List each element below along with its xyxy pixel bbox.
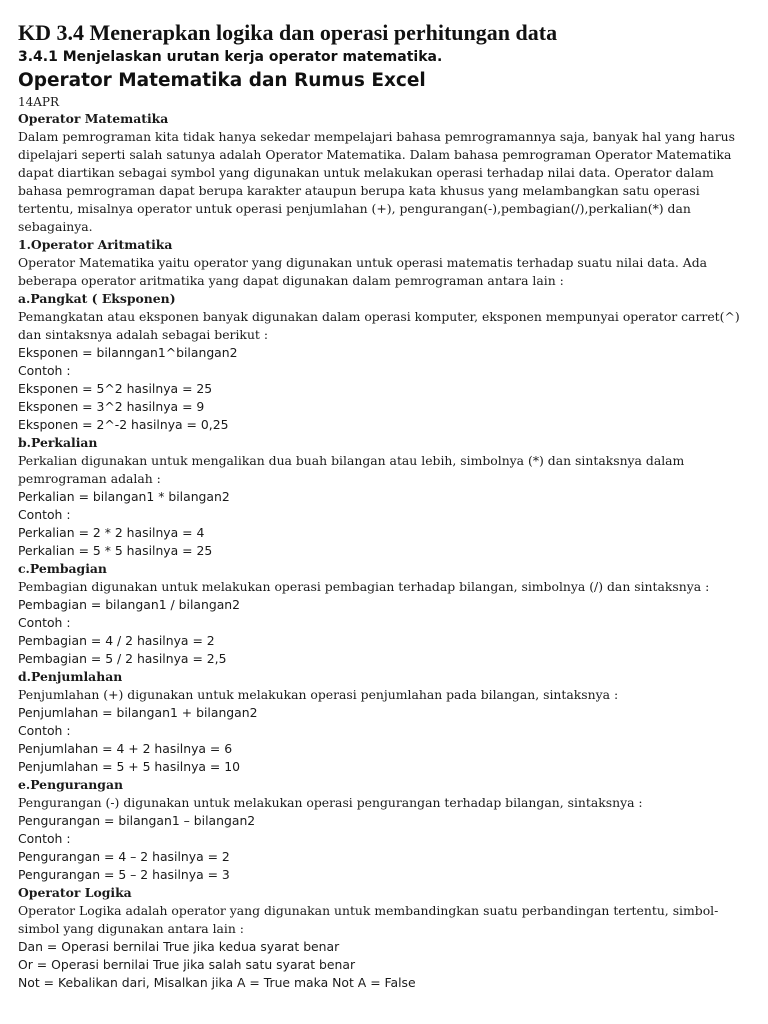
paragraph: Pembagian = 5 / 2 hasilnya = 2,5	[18, 651, 227, 666]
paragraph: Eksponen = 2^-2 hasilnya = 0,25	[18, 417, 229, 432]
paragraph: Pemangkatan atau eksponen banyak digunakan dalam operasi komputer, eksponen mempunyai operator carret(^) dan sintaksnya adalah sebagai berikut :	[18, 309, 740, 342]
paragraph: Not = Kebalikan dari, Misalkan jika A = True maka Not A = False	[18, 975, 416, 990]
paragraph: Or = Operasi bernilai True jika salah satu syarat benar	[18, 957, 356, 972]
paragraph: Penjumlahan (+) digunakan untuk melakukan operasi penjumlahan pada bilangan, sintaksnya :	[18, 687, 619, 702]
paragraph: Penjumlahan = 4 + 2 hasilnya = 6	[18, 741, 233, 756]
paragraph: Pengurangan = bilangan1 – bilangan2	[18, 813, 256, 828]
paragraph: Perkalian digunakan untuk mengalikan dua buah bilangan atau lebih, simbolnya (*) dan sintaksnya dalam pemrograman adalah :	[18, 453, 685, 486]
post-date: 14APR	[18, 95, 60, 109]
article-body	[18, 110, 748, 992]
section-heading: Operator Matematika	[18, 111, 169, 126]
section-heading: 1.Operator Aritmatika	[18, 237, 173, 252]
paragraph: Eksponen = 5^2 hasilnya = 25	[18, 381, 213, 396]
paragraph: Pengurangan = 4 – 2 hasilnya = 2	[18, 849, 230, 864]
paragraph: Contoh :	[18, 831, 71, 846]
paragraph: Penjumlahan = 5 + 5 hasilnya = 10	[18, 759, 241, 774]
paragraph: Pengurangan = 5 – 2 hasilnya = 3	[18, 867, 230, 882]
paragraph: Dalam pemrograman kita tidak hanya sekedar mempelajari bahasa pemrogramannya saja, banyak hal yang harus dipelajari seperti salah satunya adalah Operator Matematika. Dalam bahasa pemrograman Operator Matematika dapat diartikan sebagai symbol yang digunakan untuk melakukan operasi terhadap nilai data. Operator dalam bahasa pemrograman dapat berupa karakter ataupun berupa kata khusus yang melambangkan satu operasi tertentu, misalnya operator untuk operasi penjumlahan (+), pengurangan(-),pembagian(/),perkalian(*) dan sebagainya.	[18, 129, 735, 234]
paragraph: Perkalian = 5 * 5 hasilnya = 25	[18, 543, 213, 558]
paragraph: Pembagian digunakan untuk melakukan operasi pembagian terhadap bilangan, simbolnya (/) dan sintaksnya :	[18, 579, 710, 594]
section-heading: c.Pembagian	[18, 561, 107, 576]
paragraph: Pengurangan (-) digunakan untuk melakukan operasi pengurangan terhadap bilangan, sintaksnya :	[18, 795, 643, 810]
section-heading: e.Pengurangan	[18, 777, 124, 792]
paragraph: Operator Logika adalah operator yang digunakan untuk membandingkan suatu perbandingan tertentu, simbol-simbol yang digunakan antara lain :	[18, 903, 719, 936]
paragraph: Pembagian = bilangan1 / bilangan2	[18, 597, 241, 612]
sub-heading: 3.4.1 Menjelaskan urutan kerja operator matematika.	[18, 49, 443, 65]
paragraph: Contoh :	[18, 507, 71, 522]
paragraph: Penjumlahan = bilangan1 + bilangan2	[18, 705, 258, 720]
paragraph: Pembagian = 4 / 2 hasilnya = 2	[18, 633, 215, 648]
paragraph: Perkalian = bilangan1 * bilangan2	[18, 489, 230, 504]
section-heading: a.Pangkat ( Eksponen)	[18, 291, 176, 306]
paragraph: Contoh :	[18, 615, 71, 630]
paragraph: Eksponen = bilanngan1^bilangan2	[18, 345, 238, 360]
paragraph: Dan = Operasi bernilai True jika kedua syarat benar	[18, 939, 340, 954]
paragraph: Perkalian = 2 * 2 hasilnya = 4	[18, 525, 205, 540]
section-heading: b.Perkalian	[18, 435, 98, 450]
paragraph: Eksponen = 3^2 hasilnya = 9	[18, 399, 205, 414]
section-heading: d.Penjumlahan	[18, 669, 123, 684]
section-heading: Operator Logika	[18, 885, 132, 900]
paragraph: Contoh :	[18, 723, 71, 738]
post-title: Operator Matematika dan Rumus Excel	[18, 70, 426, 91]
paragraph: Operator Matematika yaitu operator yang digunakan untuk operasi matematis terhadap suatu nilai data. Ada beberapa operator aritmatika yang dapat digunakan dalam pemrograman antara lain :	[18, 255, 708, 288]
paragraph: Contoh :	[18, 363, 71, 378]
kd-heading: KD 3.4 Menerapkan logika dan operasi perhitungan data	[18, 20, 558, 45]
